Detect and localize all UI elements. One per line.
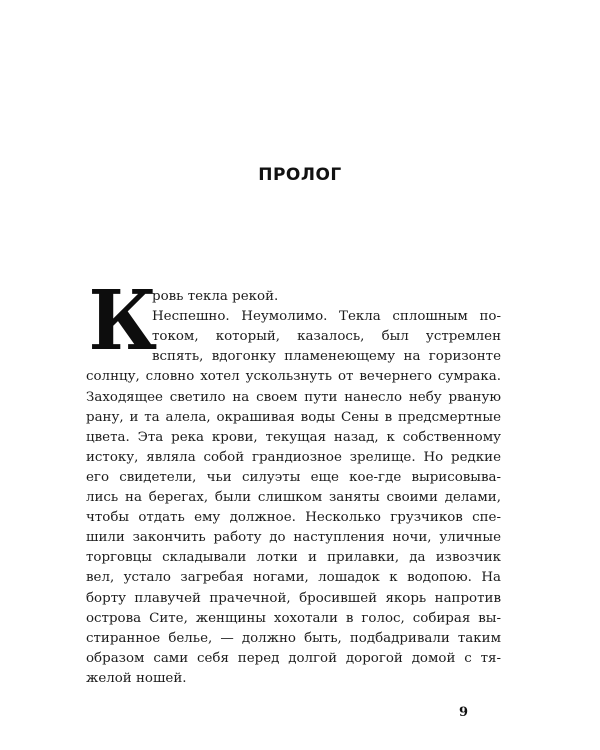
text-line: стиранное белье, — должно быть, подбадривали таким [86, 630, 501, 646]
text-line: ровь текла рекой. [152, 289, 279, 304]
text-line: борту плавучей прачечной, бросившей якорь напротив [86, 590, 501, 606]
text-line: чтобы отдать ему должное. Несколько грузчиков спе- [86, 510, 501, 526]
text-line: вел, устало загребая ногами, лошадок к водопою. На [86, 570, 501, 586]
text-line: шили закончить работу до наступления ночи, уличные [86, 530, 501, 546]
text-line: лись на берегах, были слишком заняты своими делами, [86, 490, 501, 505]
chapter-title: ПРОЛОГ [258, 165, 342, 185]
text-line: истоку, являла собой грандиозное зрелище. Но редкие [86, 449, 501, 465]
text-line: торговцы складывали лотки и прилавки, да извозчик [86, 550, 501, 566]
text-line: цвета. Эта река крови, текущая назад, к собственному [86, 429, 501, 445]
drop-cap-letter: К [88, 273, 158, 369]
text-line: острова Сите, женщины хохотали в голос, собирая вы- [86, 610, 501, 626]
text-line: вспять, вдогонку пламенеющему на горизонте [152, 349, 501, 365]
text-line: Неспешно. Неумолимо. Текла сплошным по- [152, 309, 501, 325]
page-number: 9 [459, 705, 469, 720]
text-line: его свидетели, чьи силуэты еще кое-где вырисовыва- [86, 469, 501, 485]
text-line: рану, и та алела, окрашивая воды Сены в предсмертные [86, 409, 501, 425]
text-line: Заходящее светило на своем пути нанесло небу рваную [86, 389, 501, 405]
drop-cap [86, 273, 158, 369]
text-line: образом сами себя перед долгой дорогой домой с тя- [86, 650, 501, 666]
text-line: желой ношей. [86, 670, 187, 686]
text-line: током, который, казалось, был устремлен [152, 329, 501, 345]
text-line: солнцу, словно хотел ускользнуть от вечернего сумрака. [86, 369, 501, 385]
